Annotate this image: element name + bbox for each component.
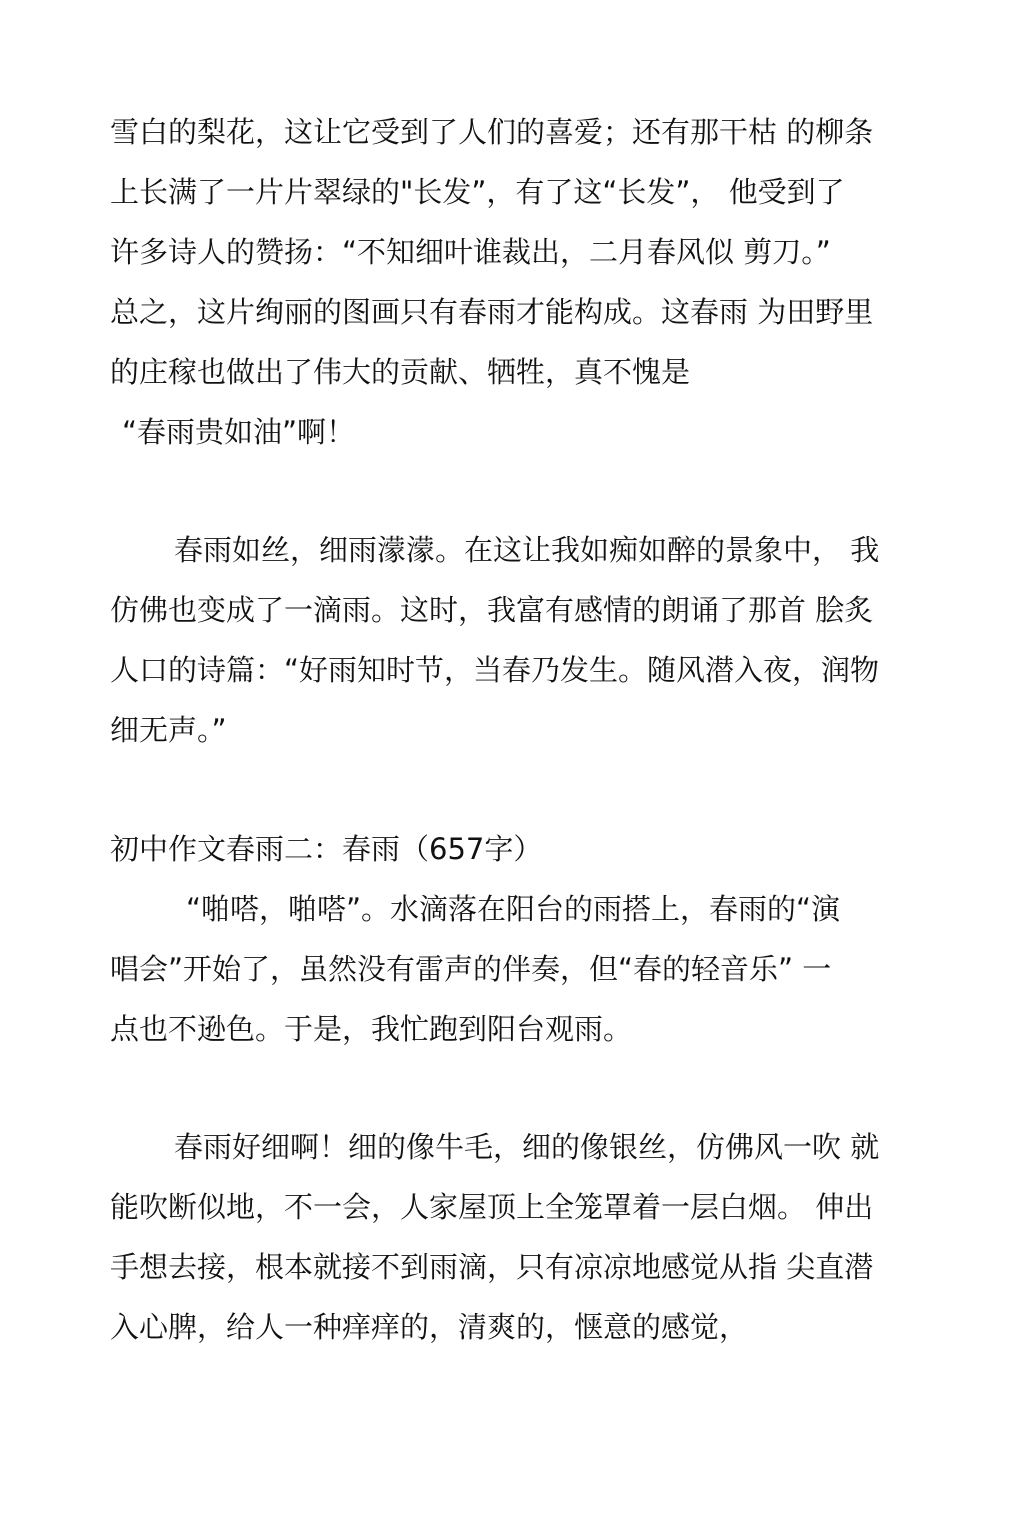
text-line: 许多诗人的赞扬：“不知细叶谁裁出，二月春风似 剪刀。” — [110, 235, 831, 269]
text-line: 能吹断似地，不一会，人家屋顶上全笼罩着一层白烟。 伸出 — [110, 1190, 874, 1224]
paragraph-first-line: 春雨如丝，细雨濛濛。在这让我如痴如醉的景象中， 我 — [174, 533, 880, 567]
text-line: 雪白的梨花，这让它受到了人们的喜爱；还有那干枯 的柳条 — [110, 115, 874, 149]
text-line: 点也不逊色。于是，我忙跑到阳台观雨。 — [110, 1012, 633, 1046]
text-line: 上长满了一片片翠绿的"长发”，有了这“长发”， 他受到了 — [110, 175, 845, 209]
text-line: “春雨贵如油”啊！ — [122, 415, 356, 449]
text-line: 总之，这片绚丽的图画只有春雨才能构成。这春雨 为田野里 — [110, 295, 874, 329]
text-line: 手想去接，根本就接不到雨滴，只有凉凉地感觉从指 尖直潜 — [110, 1250, 874, 1284]
text-line: 唱会”开始了，虽然没有雷声的伴奏，但“春的轻音乐” 一 — [110, 952, 832, 986]
text-line: 仿佛也变成了一滴雨。这时，我富有感情的朗诵了那首 脍炙 — [110, 593, 874, 627]
section-heading: 初中作文春雨二：春雨（657字） — [110, 832, 543, 866]
text-line: 细无声。” — [110, 713, 227, 747]
paragraph-first-line: “啪嗒，啪嗒”。水滴落在阳台的雨搭上，春雨的“演 — [186, 892, 841, 926]
text-line: 入心脾，给人一种痒痒的，清爽的，惬意的感觉， — [110, 1310, 749, 1344]
paragraph-first-line: 春雨好细啊！细的像牛毛，细的像银丝，仿佛风一吹 就 — [174, 1130, 880, 1164]
text-line: 人口的诗篇：“好雨知时节，当春乃发生。随风潜入夜，润物 — [110, 653, 880, 687]
text-line: 的庄稼也做出了伟大的贡献、牺牲，真不愧是 — [110, 355, 691, 389]
